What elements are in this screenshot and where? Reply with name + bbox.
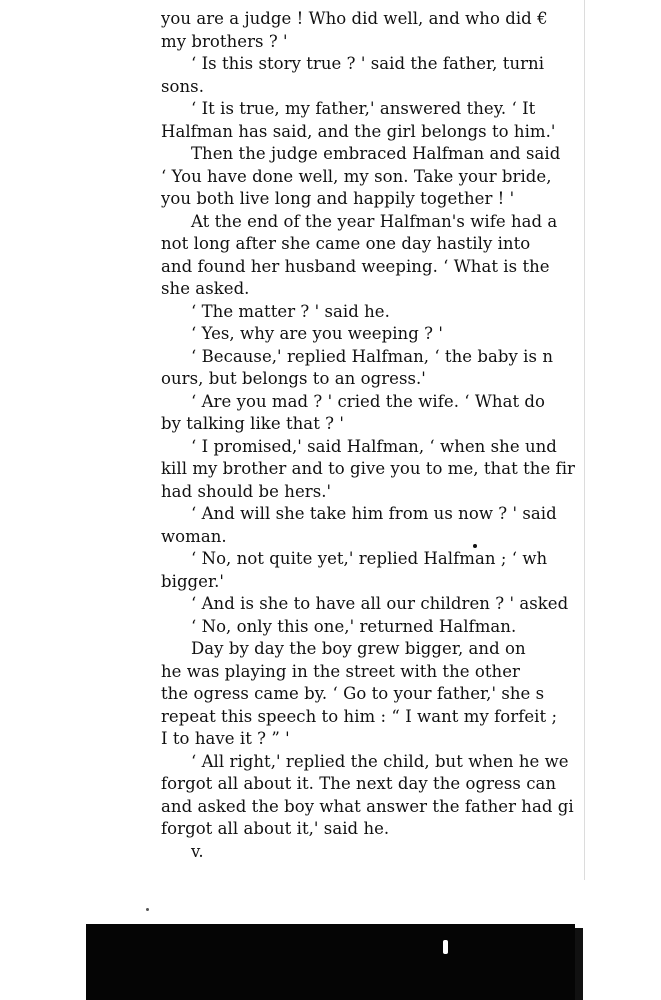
text-line: my brothers ? ' [161,31,288,51]
text-line: repeat this speech to him : “ I want my forfeit ; [161,706,558,726]
text-line: ‘ Is this story true ? ' said the father, turni [191,54,545,73]
black-scan-edge [86,924,575,1000]
text-line: ‘ Are you mad ? ' cried the wife. ‘ What do [191,391,546,411]
text-line: Then the judge embraced Halfman and said [191,144,561,163]
text-line: he was playing in the street with the other [161,661,520,681]
text-line: ‘ Because,' replied Halfman, ‘ the baby is n [191,346,553,366]
text-line: I to have it ? ” ' [161,729,290,748]
text-line: ‘ You have done well, my son. Take your bride, [161,166,552,186]
text-line: bigger.' [161,571,224,591]
text-line: ‘ Yes, why are you weeping ? ' [191,324,443,343]
text-line: ‘ It is true, my father,' answered they. ‘ It [191,99,536,118]
text-line: had should be hers.' [161,481,332,501]
text-line: sons. [161,76,204,96]
text-line: At the end of the year Halfman's wife had a [191,211,558,231]
scan-speck [146,908,149,911]
signature-mark: v. [191,841,204,861]
text-line: the ogress came by. ‘ Go to your father,' she s [161,684,545,703]
text-line: ‘ And is she to have all our children ? ' asked [191,594,569,613]
text-line: not long after she came one day hastily into [161,234,531,253]
text-line: Halfman has said, and the girl belongs to him.' [161,121,556,141]
ink-speck [473,544,477,548]
text-line: forgot all about it,' said he. [161,819,390,838]
text-line: woman. [161,526,227,546]
text-line: ‘ The matter ? ' said he. [191,301,390,321]
text-line: and asked the boy what answer the father had gi [161,796,574,816]
text-line: kill my brother and to give you to me, that the fir [161,459,575,478]
text-line: you both live long and happily together ! ' [161,189,515,208]
page-gutter-edge [584,0,585,880]
text-line: ‘ No, only this one,' returned Halfman. [191,616,517,636]
text-line: ‘ I promised,' said Halfman, ‘ when she und [191,436,557,456]
text-line: and found her husband weeping. ‘ What is the [161,256,550,276]
text-line: Day by day the boy grew bigger, and on [191,639,526,658]
text-line: ‘ And will she take him from us now ? ' said [191,504,557,523]
text-line: forgot all about it. The next day the ogress can [161,774,557,793]
text-line: you are a judge ! Who did well, and who did € [161,9,548,28]
text-line: ‘ All right,' replied the child, but when he we [191,751,569,771]
story-text-column [161,8,584,863]
text-line: she asked. [161,279,250,298]
text-line: ‘ No, not quite yet,' replied Halfman ; ‘ wh [191,549,548,568]
text-line: ours, but belongs to an ogress.' [161,369,426,388]
text-line: by talking like that ? ' [161,414,344,433]
